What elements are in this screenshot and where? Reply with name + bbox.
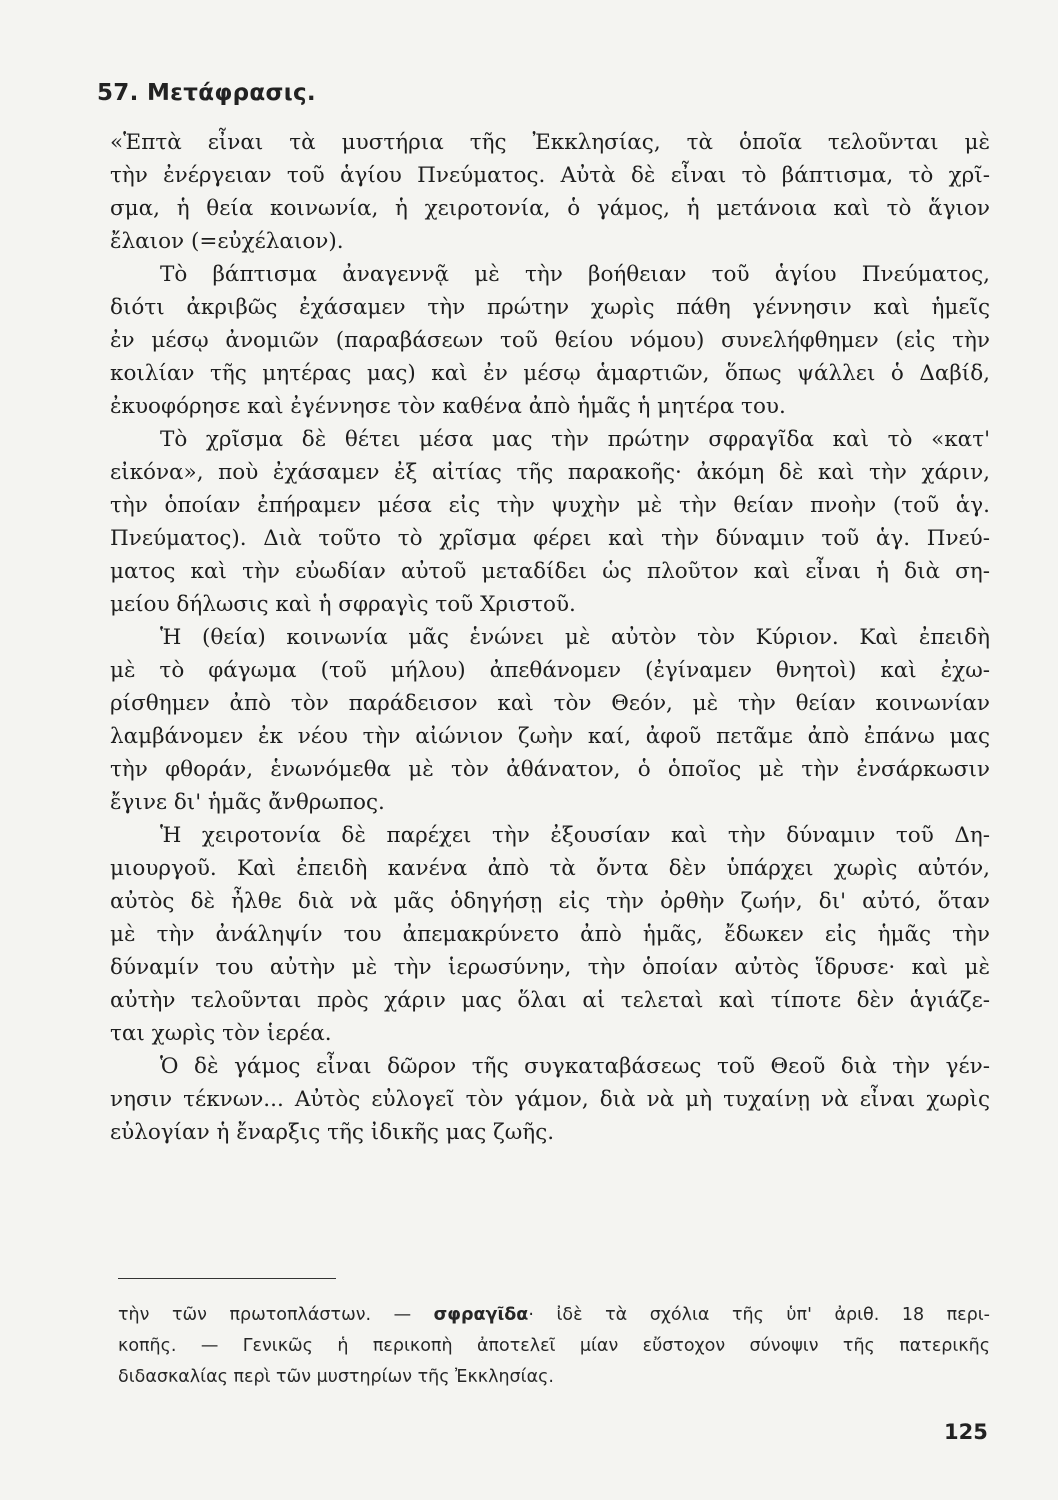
text-line: Ὁ δὲ γάμος εἶναι δῶρον τῆς συγκαταβάσεως τοῦ Θεοῦ διὰ τὴν γέν- [160,1054,990,1079]
text-line: σμα, ἡ θεία κοινωνία, ἡ χειροτονία, ὁ γάμος, ἡ μετάνοια καὶ τὸ ἅγιον [110,196,990,221]
page-number: 125 [944,1420,988,1444]
footnote-divider [118,1278,336,1279]
text-line: λαμβάνομεν ἐκ νέου τὴν αἰώνιον ζωὴν καί, ἀφοῦ πετᾶμε ἀπὸ ἐπάνω μας [110,724,990,749]
text-line: νησιν τέκνων... Αὐτὸς εὐλογεῖ τὸν γάμον, διὰ νὰ μὴ τυχαίνῃ νὰ εἶναι χωρὶς [110,1087,990,1112]
translation-text [110,126,990,1149]
text-line: ἐν μέσῳ ἀνομιῶν (παραβάσεων τοῦ θείου νόμου) συνελήφθημεν (εἰς τὴν [110,328,990,353]
text-line: αὐτὴν τελοῦνται πρὸς χάριν μας ὅλαι αἱ τελεταὶ καὶ τίποτε δὲν ἁγιάζε- [110,988,990,1013]
text-line: ματος καὶ τὴν εὐωδίαν αὐτοῦ μεταδίδει ὡς πλοῦτον καὶ εἶναι ἡ διὰ ση- [110,559,990,584]
footnote-line: διδασκαλίας περὶ τῶν μυστηρίων τῆς Ἐκκλησίας. [118,1367,554,1387]
text-line: ρίσθημεν ἀπὸ τὸν παράδεισον καὶ τὸν Θεόν, μὲ τὴν θείαν κοινωνίαν [110,691,990,716]
footnote-line: κοπῆς. — Γενικῶς ἡ περικοπὴ ἀποτελεῖ μίαν εὔστοχον σύνοψιν τῆς πατερικῆς [118,1336,990,1356]
text-line: ἔγινε δι' ἡμᾶς ἄνθρωπος. [110,790,385,815]
text-line: μὲ τὸ φάγωμα (τοῦ μήλου) ἀπεθάνομεν (ἐγίναμεν θνητοὶ) καὶ ἐχω- [110,658,990,683]
text-line: Πνεύματος). Διὰ τοῦτο τὸ χρῖσμα φέρει καὶ τὴν δύναμιν τοῦ ἁγ. Πνεύ- [110,526,990,551]
text-line: διότι ἀκριβῶς ἐχάσαμεν τὴν πρώτην χωρὶς πάθη γέννησιν καὶ ἡμεῖς [110,295,990,320]
text-line: κοιλίαν τῆς μητέρας μας) καὶ ἐν μέσῳ ἁμαρτιῶν, ὅπως ψάλλει ὁ Δαβίδ, [110,361,990,386]
footnotes [118,1300,990,1393]
footnote-text: τὴν τῶν πρωτοπλάστων. — [118,1305,412,1325]
text-line: ἐκυοφόρησε καὶ ἐγέννησε τὸν καθένα ἀπὸ ἡμᾶς ἡ μητέρα του. [110,394,786,419]
text-line: δύναμίν του αὐτὴν μὲ τὴν ἱερωσύνην, τὴν ὁποίαν αὐτὸς ἵδρυσε· καὶ μὲ [110,955,990,980]
text-line: Ἡ (θεία) κοινωνία μᾶς ἑνώνει μὲ αὐτὸν τὸν Κύριον. Καὶ ἐπειδὴ [160,625,990,650]
text-line: μείου δήλωσις καὶ ἡ σφραγὶς τοῦ Χριστοῦ. [110,592,576,617]
text-line: Τὸ βάπτισμα ἀναγεννᾷ μὲ τὴν βοήθειαν τοῦ ἁγίου Πνεύματος, [160,262,990,287]
text-line: αὐτὸς δὲ ἦλθε διὰ νὰ μᾶς ὁδηγήσῃ εἰς τὴν ὀρθὴν ζωήν, δι' αὐτό, ὅταν [110,889,990,914]
footnote-keyword: σφραγῖδα [433,1305,529,1325]
text-line: Ἡ χειροτονία δὲ παρέχει τὴν ἐξουσίαν καὶ τὴν δύναμιν τοῦ Δη- [160,823,990,848]
text-line: τὴν ὁποίαν ἐπήραμεν μέσα εἰς τὴν ψυχὴν μὲ τὴν θείαν πνοὴν (τοῦ ἁγ. [110,493,990,518]
text-line: τὴν ἐνέργειαν τοῦ ἁγίου Πνεύματος. Αὐτὰ δὲ εἶναι τὸ βάπτισμα, τὸ χρῖ- [110,163,990,188]
text-line: ται χωρὶς τὸν ἱερέα. [110,1021,332,1046]
text-line: μὲ τὴν ἀνάληψίν του ἀπεμακρύνετο ἀπὸ ἡμᾶς, ἔδωκεν εἰς ἡμᾶς τὴν [110,922,990,947]
text-line: εἰκόνα», ποὺ ἐχάσαμεν ἐξ αἰτίας τῆς παρακοῆς· ἀκόμη δὲ καὶ τὴν χάριν, [110,460,990,485]
text-line: «Ἑπτὰ εἶναι τὰ μυστήρια τῆς Ἐκκλησίας, τὰ ὁποῖα τελοῦνται μὲ [110,130,990,155]
text-line: μιουργοῦ. Καὶ ἐπειδὴ κανένα ἀπὸ τὰ ὄντα δὲν ὑπάρχει χωρὶς αὐτόν, [110,856,990,881]
text-line: τὴν φθοράν, ἑνωνόμεθα μὲ τὸν ἀθάνατον, ὁ ὁποῖος μὲ τὴν ἐνσάρκωσιν [110,757,990,782]
footnote-line [118,1300,990,1331]
section-heading: 57. Μετάφρασις. [97,80,316,106]
text-line: Τὸ χρῖσμα δὲ θέτει μέσα μας τὴν πρώτην σφραγῖδα καὶ τὸ «κατ' [160,427,990,452]
text-line: ἔλαιον (=εὐχέλαιον). [110,229,344,254]
footnote-text: · ἰδὲ τὰ σχόλια τῆς ὑπ' ἀριθ. 18 περι- [528,1305,990,1325]
text-line: εὐλογίαν ἡ ἔναρξις τῆς ἰδικῆς μας ζωῆς. [110,1120,555,1145]
